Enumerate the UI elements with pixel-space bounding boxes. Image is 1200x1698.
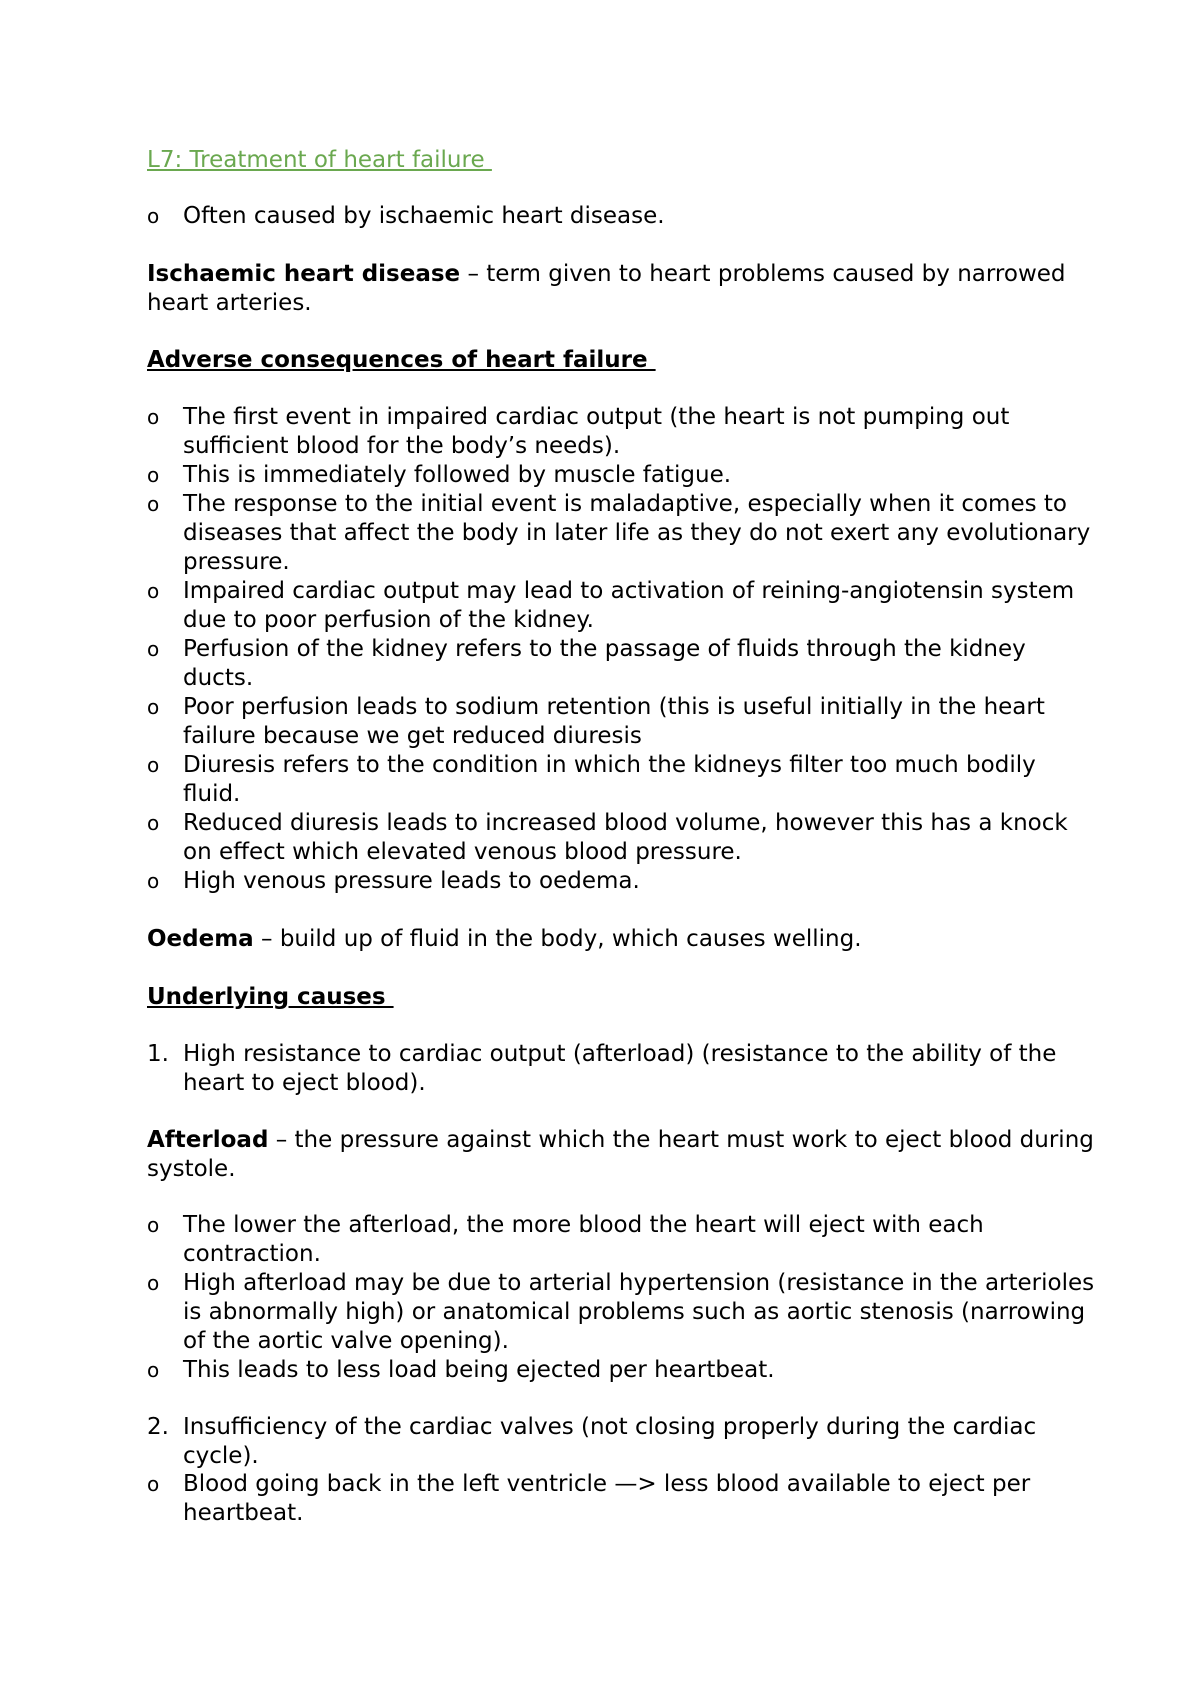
valve-bullet-list xyxy=(147,1470,1097,1528)
list-item xyxy=(147,577,1097,635)
list-item-text: The response to the initial event is maladaptive, especially when it comes to diseases that affect the body in later life as they do not exert any evolutionary pressure. xyxy=(183,491,1091,575)
bullet-marker: o xyxy=(147,637,160,661)
intro-bullet-list xyxy=(147,202,1097,231)
bullet-marker: o xyxy=(147,492,160,516)
list-item-text: Reduced diuresis leads to increased blood volume, however this has a knock on effect which elevated venous blood pressure. xyxy=(183,810,1068,865)
bullet-marker: o xyxy=(147,1213,160,1237)
definition-text: – the pressure against which the heart must work to eject blood during systole. xyxy=(147,1127,1094,1182)
section-heading-causes: Underlying causes xyxy=(147,984,394,1010)
page-title: L7: Treatment of heart failure xyxy=(147,147,492,173)
definition-term: Afterload xyxy=(147,1127,269,1153)
list-item-text: Often caused by ischaemic heart disease. xyxy=(183,203,665,229)
list-item xyxy=(147,751,1097,809)
list-item-text: Perfusion of the kidney refers to the passage of fluids through the kidney ducts. xyxy=(183,636,1026,691)
list-item-text: This is immediately followed by muscle fatigue. xyxy=(183,462,732,488)
definition-text: – build up of fluid in the body, which causes welling. xyxy=(253,926,862,952)
list-item-text: This leads to less load being ejected per heartbeat. xyxy=(183,1357,775,1383)
definition-term: Oedema xyxy=(147,926,254,952)
list-item xyxy=(147,1211,1097,1269)
list-item-text: Diuresis refers to the condition in which the kidneys filter too much bodily fluid. xyxy=(183,752,1036,807)
list-item-text: High resistance to cardiac output (afterload) (resistance to the ability of the heart to eject blood). xyxy=(183,1041,1057,1096)
list-item-text: Blood going back in the left ventricle —> less blood available to eject per heartbeat. xyxy=(183,1471,1031,1526)
list-item-text: Poor perfusion leads to sodium retention (this is useful initially in the heart failure because we get reduced diuresis xyxy=(183,694,1045,749)
adverse-bullet-list xyxy=(147,403,1097,896)
definition-term: Ischaemic heart disease xyxy=(147,261,461,287)
bullet-marker: o xyxy=(147,405,160,429)
list-item xyxy=(147,809,1097,867)
list-item xyxy=(147,867,1097,896)
list-item xyxy=(147,635,1097,693)
list-item xyxy=(147,1040,1097,1098)
afterload-bullet-list xyxy=(147,1211,1097,1385)
list-number: 1. xyxy=(147,1041,169,1067)
list-number: 2. xyxy=(147,1414,169,1440)
bullet-marker: o xyxy=(147,204,160,228)
list-item xyxy=(147,1413,1097,1471)
list-item xyxy=(147,1356,1097,1385)
bullet-marker: o xyxy=(147,1472,160,1496)
list-item-text: High afterload may be due to arterial hypertension (resistance in the arterioles is abnormally high) or anatomical problems such as aortic stenosis (narrowing of the aortic valve opening). xyxy=(183,1270,1095,1354)
cause-2-list xyxy=(147,1413,1097,1471)
list-item xyxy=(147,461,1097,490)
bullet-marker: o xyxy=(147,695,160,719)
section-heading-adverse: Adverse consequences of heart failure xyxy=(147,347,656,373)
list-item-text: Impaired cardiac output may lead to activation of reining-angiotensin system due to poor perfusion of the kidney. xyxy=(183,578,1075,633)
list-item xyxy=(147,693,1097,751)
list-item xyxy=(147,202,1097,231)
list-item xyxy=(147,490,1097,577)
list-item-text: High venous pressure leads to oedema. xyxy=(183,868,640,894)
list-item-text: The first event in impaired cardiac output (the heart is not pumping out sufficient blood for the body’s needs). xyxy=(183,404,1010,459)
bullet-marker: o xyxy=(147,753,160,777)
bullet-marker: o xyxy=(147,579,160,603)
bullet-marker: o xyxy=(147,869,160,893)
list-item-text: Insufficiency of the cardiac valves (not closing properly during the cardiac cycle). xyxy=(183,1414,1037,1469)
cause-1-list xyxy=(147,1040,1097,1098)
afterload-definition xyxy=(147,1126,1097,1184)
bullet-marker: o xyxy=(147,1358,160,1382)
list-item xyxy=(147,1470,1097,1528)
bullet-marker: o xyxy=(147,811,160,835)
list-item xyxy=(147,403,1097,461)
oedema-definition xyxy=(147,925,1097,954)
list-item xyxy=(147,1269,1097,1356)
definition-text: – term given to heart problems caused by narrowed heart arteries. xyxy=(147,261,1066,316)
bullet-marker: o xyxy=(147,463,160,487)
list-item-text: The lower the afterload, the more blood the heart will eject with each contraction. xyxy=(183,1212,984,1267)
bullet-marker: o xyxy=(147,1271,160,1295)
ischaemic-definition xyxy=(147,260,1097,318)
